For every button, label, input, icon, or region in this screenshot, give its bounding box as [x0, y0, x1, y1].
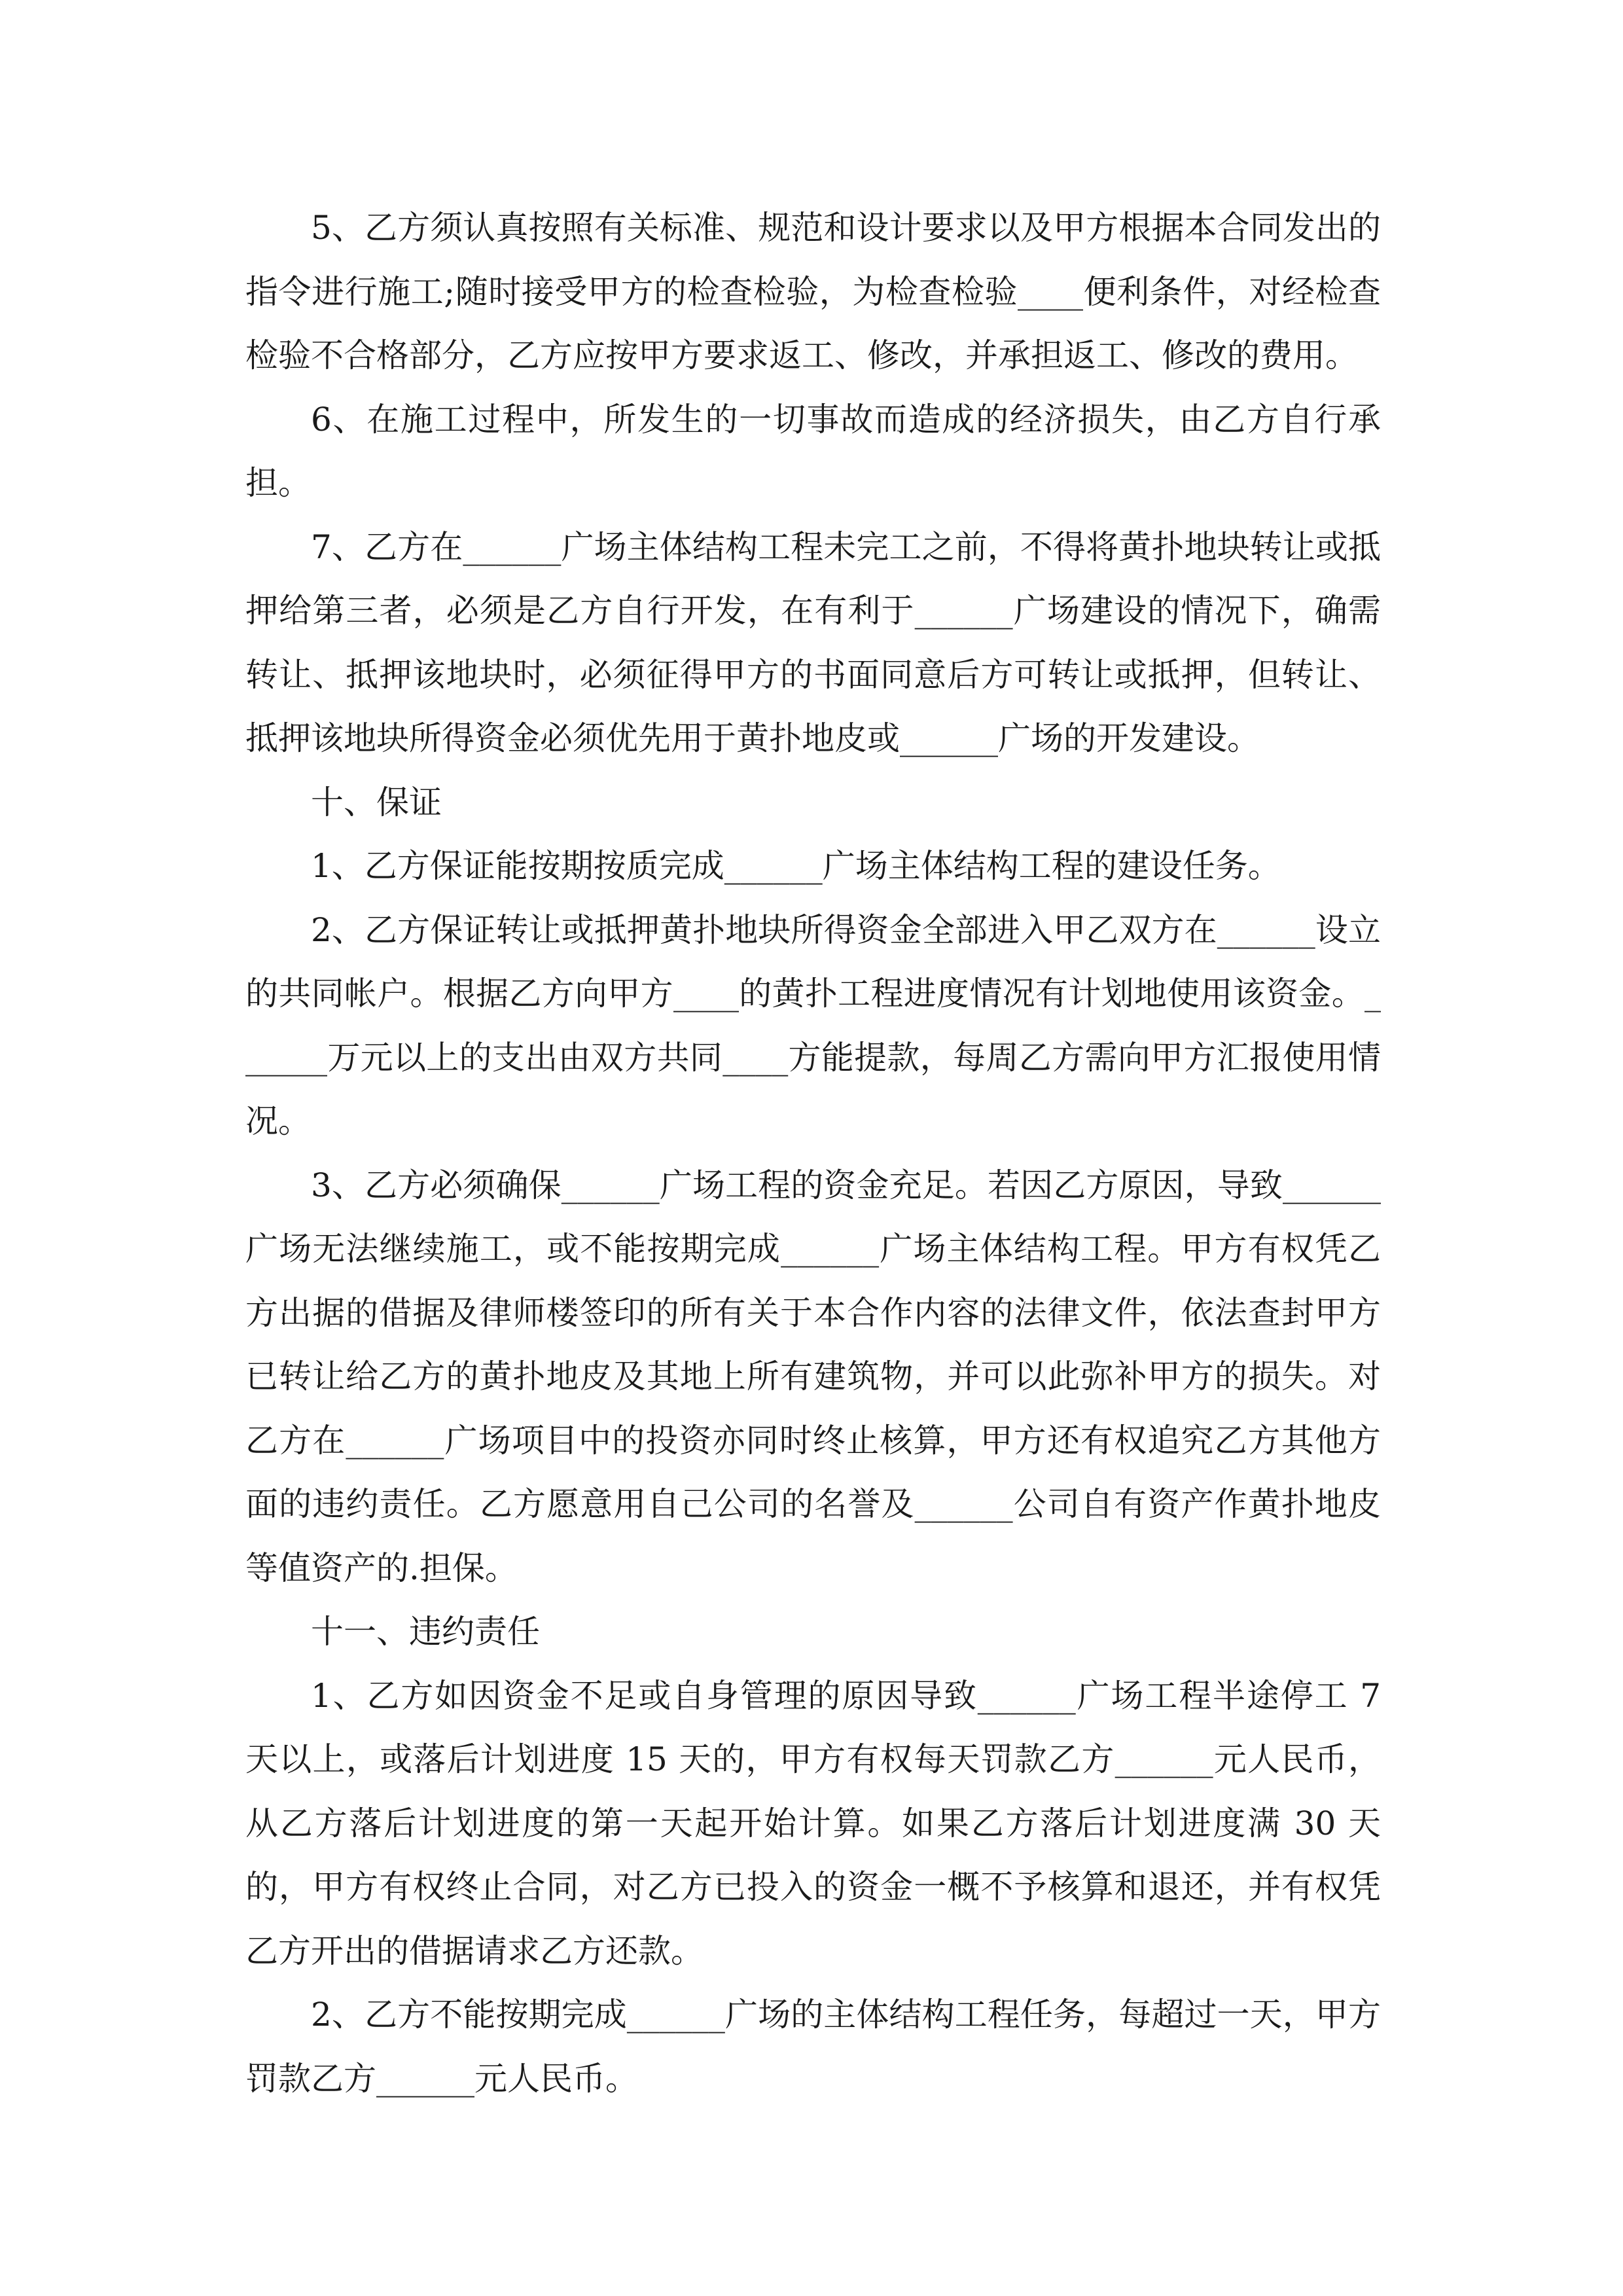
- guarantee-3: 3、乙方必须确保______广场工程的资金充足。若因乙方原因，导致______广场无法继续施工，或不能按期完成______广场主体结构工程。甲方有权凭乙方出据的借据及律师楼签印的所有关于本合作内容的法律文件，依法查封甲方已转让给乙方的黄扑地皮及其地上所有建筑物，并可以此弥补甲方的损失。对乙方在______广场项目中的投资亦同时终止核算，甲方还有权追究乙方其他方面的违约责任。乙方愿意用自己公司的名誉及______公司自有资产作黄扑地皮等值资产的.担保。: [245, 1166, 1381, 1587]
- liability-2: 2、乙方不能按期完成______广场的主体结构工程任务，每超过一天，甲方罚款乙方______元人民币。: [245, 1996, 1381, 2098]
- liability-1: 1、乙方如因资金不足或自身管理的原因导致______广场工程半途停工 7 天以上，或落后计划进度 15 天的，甲方有权每天罚款乙方______元人民币，从乙方落后计划进度的第一天起开始计算。如果乙方落后计划进度满 30 天的，甲方有权终止合同，对乙方已投入的资金一概不予核算和退还，并有权凭乙方开出的借据请求乙方还款。: [245, 1676, 1381, 1970]
- clause-10-7: 7、乙方在______广场主体结构工程未完工之前，不得将黄扑地块转让或抵押给第三者，必须是乙方自行开发，在有利于______广场建设的情况下，确需转让、抵押该地块时，必须征得甲方的书面同意后方可转让或抵押，但转让、抵押该地块所得资金必须优先用于黄扑地皮或______广场的开发建设。: [245, 528, 1381, 757]
- guarantee-1: 1、乙方保证能按期按质完成______广场主体结构工程的建设任务。: [311, 847, 1281, 885]
- guarantee-2: 2、乙方保证转让或抵押黄扑地块所得资金全部进入甲乙双方在______设立的共同帐户。根据乙方向甲方____的黄扑工程进度情况有计划地使用该资金。______万元以上的支出由双方共同____方能提款，每周乙方需向甲方汇报使用情况。: [245, 910, 1381, 1140]
- section-10-heading: 十、保证: [311, 783, 442, 821]
- clause-10-5: 5、乙方须认真按照有关标准、规范和设计要求以及甲方根据本合同发出的指令进行施工;随时接受甲方的检查检验，为检查检验____便利条件，对经检查检验不合格部分，乙方应按甲方要求返工、修改，并承担返工、修改的费用。: [245, 209, 1381, 374]
- document-body: [245, 196, 1381, 2111]
- clause-10-6: 6、在施工过程中，所发生的一切事故而造成的经济损失，由乙方自行承担。: [245, 400, 1381, 502]
- section-11-heading: 十一、违约责任: [311, 1613, 540, 1651]
